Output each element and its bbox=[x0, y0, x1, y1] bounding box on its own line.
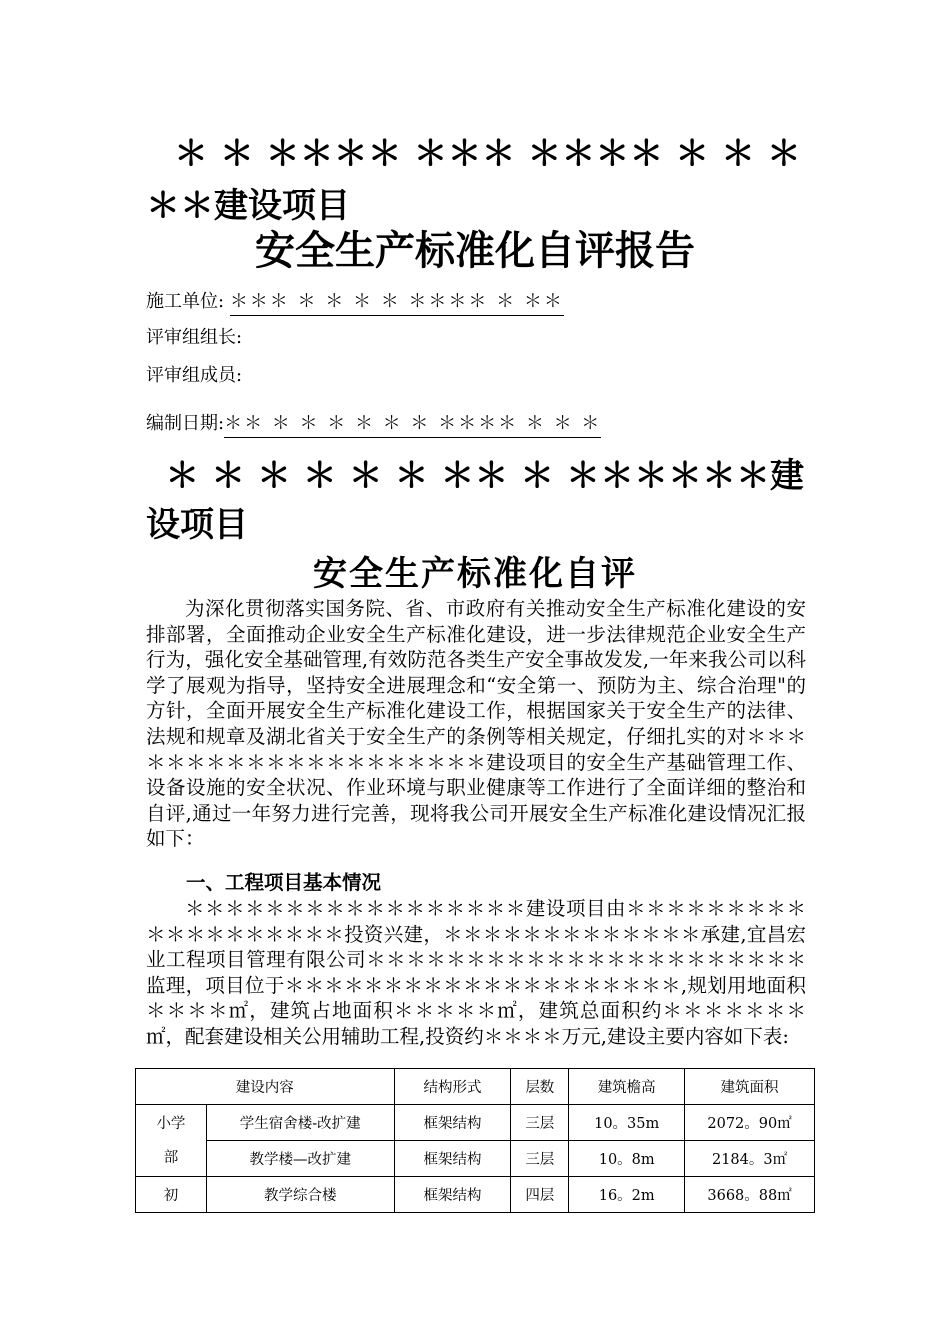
row-structure: 框架结构 bbox=[394, 1141, 511, 1177]
compile-date-value: ＊＊ ＊ ＊ ＊ ＊ ＊ ＊ ＊＊＊＊ ＊ ＊ ＊ bbox=[224, 412, 601, 438]
table-row bbox=[136, 1105, 815, 1141]
construction-unit-label: 施工单位: bbox=[146, 291, 225, 312]
second-project-title: ＊ ＊ ＊ ＊ ＊ ＊ ＊＊ ＊ ＊＊＊＊＊＊建 bbox=[165, 456, 804, 496]
construction-unit-field bbox=[146, 290, 564, 316]
row-area: 3668。88㎡ bbox=[685, 1177, 815, 1213]
row-height: 10。35m bbox=[569, 1105, 685, 1141]
section1-body: ＊＊＊＊＊＊＊＊＊＊＊＊＊＊＊＊＊建设项目由＊＊＊＊＊＊＊＊＊＊＊＊＊＊＊＊＊＊＊投资兴建，＊＊＊＊＊＊＊＊＊＊＊＊＊承建,宜昌宏业工程项目管理有限公司＊＊＊＊＊＊＊＊＊＊＊＊＊＊＊＊＊＊＊＊＊＊监理，项目位于＊＊＊＊＊＊＊＊＊＊＊＊＊＊＊＊＊＊＊＊,规划用地面积＊＊＊＊㎡，建筑占地面积＊＊＊＊＊㎡，建筑总面积约＊＊＊＊＊＊＊㎡，配套建设相关公用辅助工程,投资约＊＊＊＊万元,建设主要内容如下表: bbox=[146, 897, 806, 1048]
row-height: 16。2m bbox=[569, 1177, 685, 1213]
header-content: 建设内容 bbox=[136, 1069, 395, 1105]
construction-table bbox=[135, 1068, 815, 1213]
intro-paragraph: 为深化贯彻落实国务院、省、市政府有关推动安全生产标准化建设的安排部署，全面推动企业安全生产标准化建设，进一步法律规范企业安全生产行为，强化安全基础管理,有效防范各类生产安全事故发发,一年来我公司以科学了展观为指导，坚持安全进展理念和“安全第一、预防为主、综合治理"的方针，全面开展安全生产标准化建设工作，根据国家关于安全生产的法律、法规和规章及湖北省关于安全生产的条例等相关规定，仔细扎实的对＊＊＊＊＊＊＊＊＊＊＊＊＊＊＊＊＊＊＊＊建设项目的安全生产基础管理工作、设备设施的安全状况、作业环境与职业健康等工作进行了全面详细的整治和自评,通过一年努力进行完善，现将我公司开展安全生产标准化建设情况汇报如下： bbox=[146, 597, 806, 851]
section1-heading: 一、工程项目基本情况 bbox=[186, 871, 382, 894]
group-primary-cell bbox=[136, 1105, 207, 1177]
row-structure: 框架结构 bbox=[394, 1177, 511, 1213]
header-area: 建筑面积 bbox=[685, 1069, 815, 1105]
header-floors: 层数 bbox=[511, 1069, 569, 1105]
row-area: 2184。3㎡ bbox=[685, 1141, 815, 1177]
report-title: 安全生产标准化自评报告 bbox=[255, 228, 695, 274]
table-row bbox=[136, 1177, 815, 1213]
row-floors: 三层 bbox=[511, 1105, 569, 1141]
compile-date-field bbox=[146, 412, 601, 438]
row-floors: 四层 bbox=[511, 1177, 569, 1213]
table-row bbox=[136, 1141, 815, 1177]
group-primary-label-b: 部 bbox=[163, 1149, 179, 1166]
header-structure: 结构形式 bbox=[394, 1069, 511, 1105]
row-name: 学生宿舍楼-改扩建 bbox=[206, 1105, 394, 1141]
table-header-row bbox=[136, 1069, 815, 1105]
group-middle-label: 初 bbox=[136, 1177, 207, 1213]
row-name: 教学综合楼 bbox=[206, 1177, 394, 1213]
construction-unit-value: ＊＊＊ ＊ ＊ ＊ ＊ ＊＊＊＊ ＊ ＊＊ bbox=[230, 290, 564, 316]
review-leader-label: 评审组组长: bbox=[146, 327, 243, 348]
project-title: ＊ ＊ ＊＊＊＊ ＊＊＊ ＊＊＊＊ ＊ ＊ ＊＊＊建设项目 bbox=[146, 134, 801, 226]
row-floors: 三层 bbox=[511, 1141, 569, 1177]
section-title: 安全生产标准化自评 bbox=[313, 554, 637, 594]
row-structure: 框架结构 bbox=[394, 1105, 511, 1141]
header-height: 建筑檐高 bbox=[569, 1069, 685, 1105]
compile-date-label: 编制日期: bbox=[146, 413, 225, 434]
second-project-title-continued: 设项目 bbox=[146, 505, 248, 545]
row-name: 教学楼—改扩建 bbox=[206, 1141, 394, 1177]
row-height: 10。8m bbox=[569, 1141, 685, 1177]
group-primary-label-a: 小学 bbox=[156, 1115, 186, 1132]
review-members-label: 评审组成员: bbox=[146, 365, 243, 386]
row-area: 2072。90㎡ bbox=[685, 1105, 815, 1141]
